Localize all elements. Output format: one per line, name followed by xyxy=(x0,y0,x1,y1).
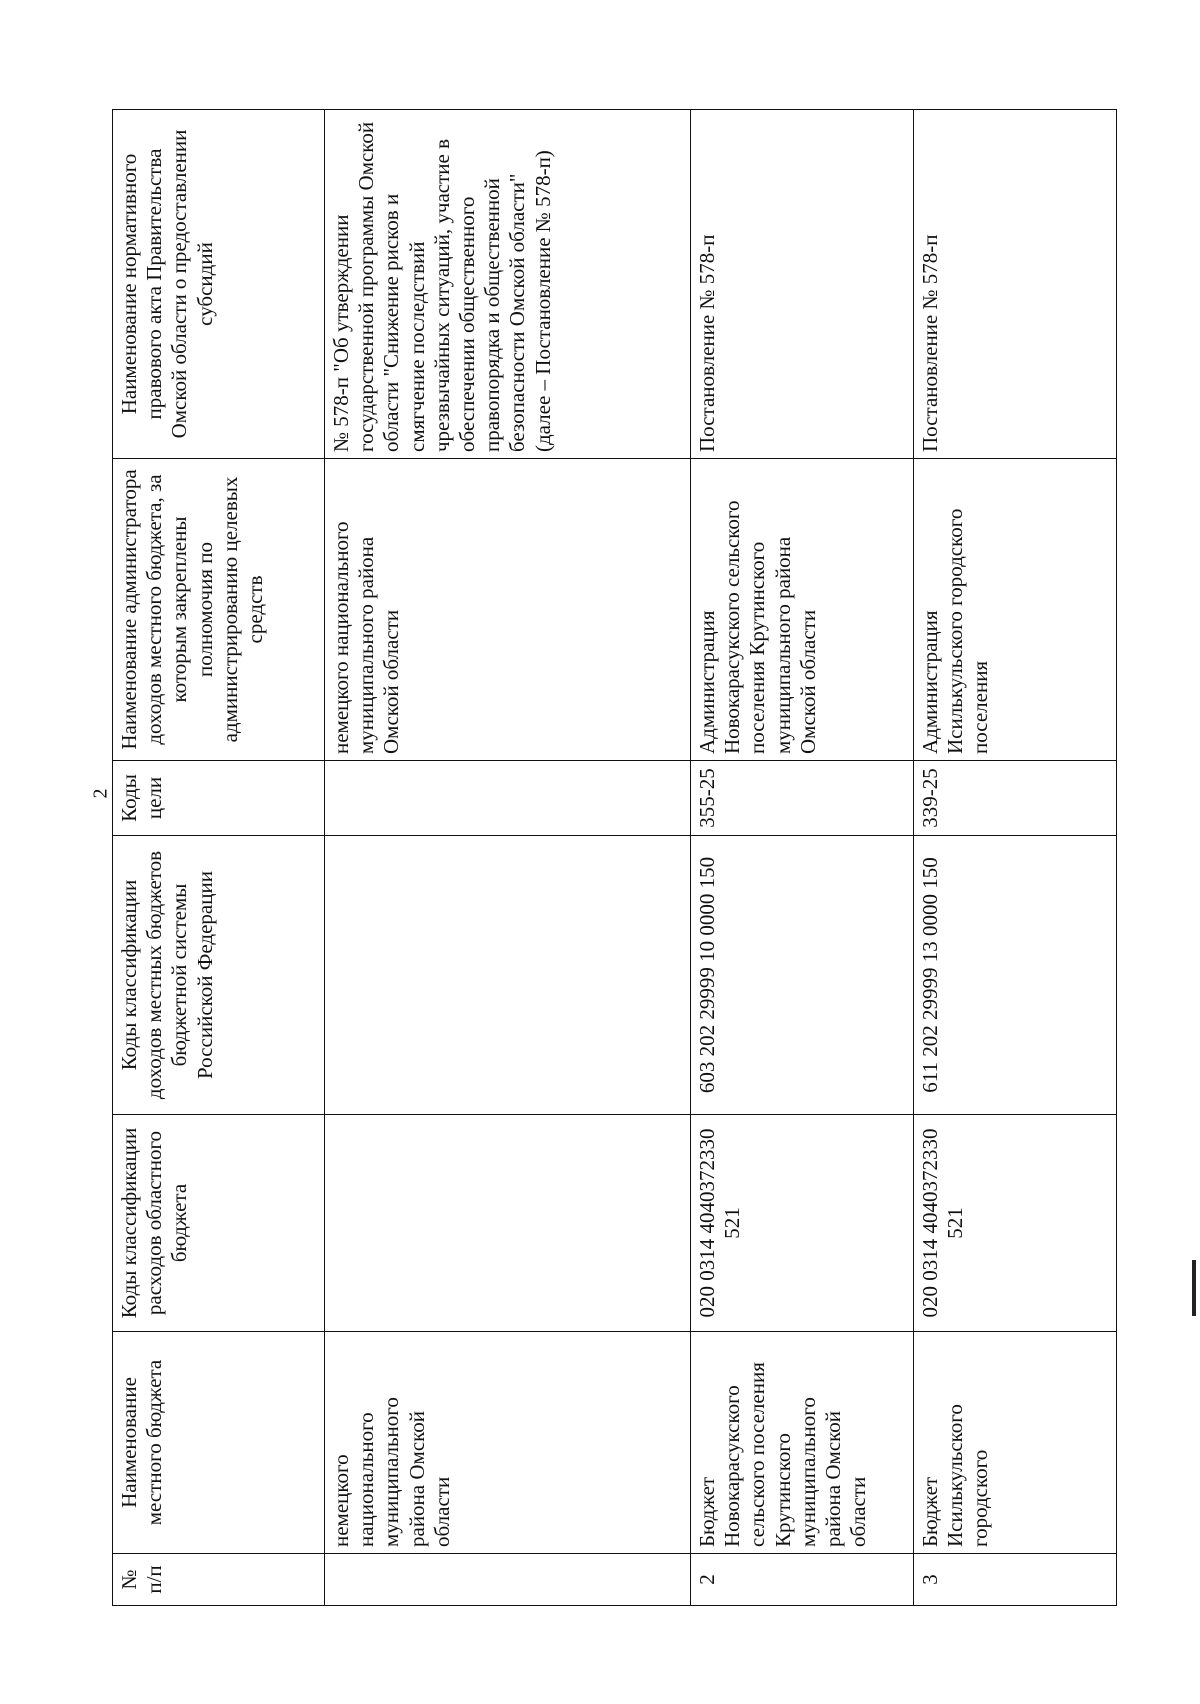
cell-income-code xyxy=(325,836,691,1115)
cell-income-code: 611 202 29999 13 0000 150 xyxy=(914,836,1117,1115)
cell-expense-code xyxy=(325,1115,691,1332)
cell-income-admin: немецкого национального муниципального района Омской области xyxy=(325,459,691,761)
cell-expense-code: 020 0314 4040372330 521 xyxy=(914,1115,1117,1332)
cell-legal-act: № 578-п "Об утверждении государственной программы Омской области "Снижение рисков и смягчение последствий чрезвычайных ситуаций, участие в обеспечении общественного правопорядка и общественной безопасности Омской области" (далее – Постановление № 578-п) xyxy=(325,110,691,459)
table-row xyxy=(914,110,1117,1606)
scan-mark xyxy=(1192,1260,1196,1316)
rotated-table-container xyxy=(112,110,1116,1606)
cell-legal-act: Постановление № 578-п xyxy=(691,110,914,459)
cell-local-budget: немецкого национального муниципального района Омской области xyxy=(325,1332,691,1554)
header-income-admin: Наименование администратора доходов местного бюджета, за которым закреплены полномочия по администрированию целевых средств xyxy=(113,459,325,761)
cell-income-admin: Администрация Новокарасукского сельского поселения Крутинского муниципального района Омской области xyxy=(691,459,914,761)
table-row xyxy=(325,110,691,1606)
header-legal-act: Наименование нормативного правового акта Правительства Омской области о предоставлении субсидий xyxy=(113,110,325,459)
cell-local-budget: Бюджет Новокарасукского сельского поселения Крутинского муниципального района Омской области xyxy=(691,1332,914,1554)
header-number: № п/п xyxy=(113,1554,325,1606)
page-number: 2 xyxy=(89,788,112,799)
header-local-budget: Наименование местного бюджета xyxy=(113,1332,325,1554)
cell-income-admin: Администрация Исилькульского городского поселения xyxy=(914,459,1117,761)
cell-legal-act: Постановление № 578-п xyxy=(914,110,1117,459)
cell-goal-code: 339-25 xyxy=(914,761,1117,836)
table-row xyxy=(691,110,914,1606)
header-income-codes: Коды классификации доходов местных бюджетов бюджетной системы Российской Федерации xyxy=(113,836,325,1115)
cell-expense-code: 020 0314 4040372330 521 xyxy=(691,1115,914,1332)
cell-goal-code xyxy=(325,761,691,836)
cell-number xyxy=(325,1554,691,1606)
subsidy-distribution-table xyxy=(112,109,1117,1606)
cell-local-budget: Бюджет Исилькульского городского xyxy=(914,1332,1117,1554)
table-header-row xyxy=(113,110,325,1606)
cell-income-code: 603 202 29999 10 0000 150 xyxy=(691,836,914,1115)
header-expense-codes: Коды классификации расходов областного бюджета xyxy=(113,1115,325,1332)
cell-number: 2 xyxy=(691,1554,914,1606)
cell-number: 3 xyxy=(914,1554,1117,1606)
cell-goal-code: 355-25 xyxy=(691,761,914,836)
header-goal-codes: Коды цели xyxy=(113,761,325,836)
